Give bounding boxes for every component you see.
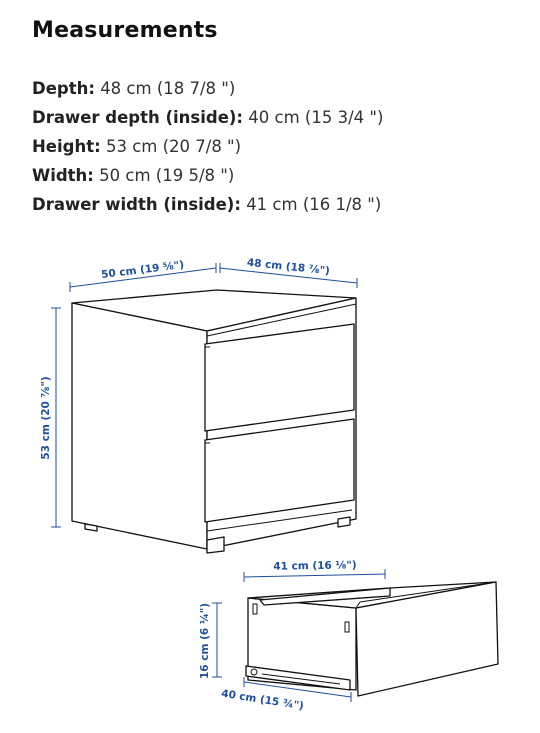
depth-dimension	[220, 257, 357, 288]
drawer-illustration	[246, 582, 498, 696]
spec-label: Drawer depth (inside):	[32, 108, 244, 127]
spec-label: Height:	[32, 137, 101, 156]
spec-value: 53 cm (20 7/8 ")	[105, 137, 242, 156]
height-label: 53 cm (20 ⅞")	[40, 376, 52, 460]
width-label: 50 cm (19 ⅝")	[100, 258, 185, 282]
spec-label: Depth:	[32, 79, 95, 98]
chest-of-drawers-illustration	[72, 290, 356, 553]
spec-value: 40 cm (15 3/4 ")	[248, 108, 384, 127]
spec-label: Width:	[32, 166, 94, 185]
drawer-width-dimension	[244, 559, 385, 582]
spec-value: 41 cm (16 1/8 ")	[246, 195, 382, 214]
depth-label: 48 cm (18 ⅞")	[246, 256, 331, 278]
section-title: Measurements	[32, 18, 218, 43]
spec-value: 48 cm (18 7/8 ")	[100, 79, 236, 98]
drawer-height-label: 16 cm (6 ¼")	[199, 603, 211, 679]
height-dimension	[40, 308, 61, 527]
drawer-depth-label: 40 cm (15 ¾")	[220, 687, 305, 713]
drawer-height-dimension	[199, 603, 222, 679]
spec-value: 50 cm (19 5/8 ")	[99, 166, 235, 185]
spec-label: Drawer width (inside):	[32, 195, 241, 214]
width-dimension	[70, 259, 216, 292]
drawer-width-label: 41 cm (16 ⅛")	[273, 559, 357, 573]
